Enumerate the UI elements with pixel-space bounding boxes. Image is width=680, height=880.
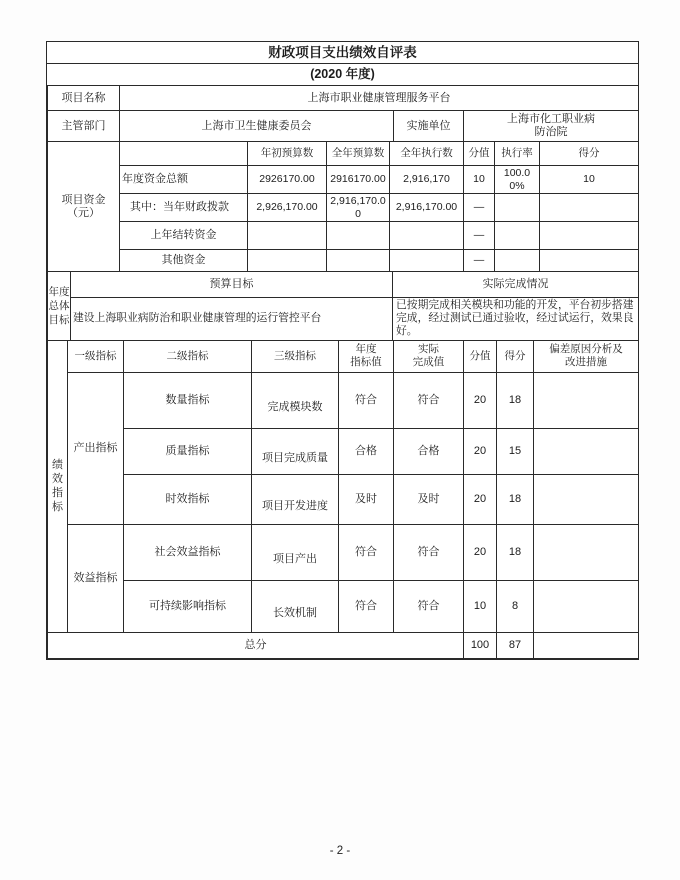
score-cell: 18	[497, 474, 534, 524]
level3-cell: 完成模块数	[252, 372, 339, 428]
actual-value-cell: 及时	[394, 474, 464, 524]
funding-row-label: 年度资金总额	[120, 166, 248, 194]
header-deviation	[534, 340, 639, 372]
funding-annual-budget	[327, 250, 390, 272]
score-value-cell: 20	[464, 524, 497, 580]
header-actual-value	[394, 340, 464, 372]
funding-header-execution-rate: 执行率	[495, 142, 540, 166]
annual-goal-label-line1: 年度	[48, 285, 70, 298]
indicators-header-row	[48, 340, 639, 372]
funding-annual-budget	[327, 222, 390, 250]
annual-goal-label-line3: 目标	[48, 313, 70, 326]
annual-goal-content-row	[48, 298, 639, 341]
header-actual-value-line1: 实际	[418, 343, 439, 356]
funding-row-label: 上年结转资金	[120, 222, 248, 250]
header-annual-target-line1: 年度	[355, 343, 377, 356]
funding-header-annual-execution: 全年执行数	[390, 142, 464, 166]
annual-target-cell: 及时	[339, 474, 394, 524]
funding-execution-rate	[495, 250, 540, 272]
header-annual-target-line2: 指标值	[350, 356, 382, 369]
funding-row-label: 其中：当年财政拨款	[120, 194, 248, 222]
actual-completion-text: 已按期完成相关模块和功能的开发，平台初步搭建完成，经过测试已通过验收，经过试运行，效果良好。	[393, 298, 639, 341]
score-cell: 18	[497, 524, 534, 580]
header-actual-value-line2: 完成值	[412, 356, 445, 369]
deviation-cell	[534, 428, 639, 474]
indicators-table	[47, 340, 639, 633]
header-deviation-line2: 改进措施	[565, 356, 607, 369]
project-name-label: 项目名称	[48, 86, 120, 111]
project-name-value: 上海市职业健康管理服务平台	[120, 86, 639, 111]
score-value-cell: 20	[464, 428, 497, 474]
indicators-label-char4: 标	[52, 501, 63, 514]
score-cell: 15	[497, 428, 534, 474]
funding-table	[47, 141, 639, 272]
project-info-table	[47, 85, 639, 142]
total-score: 87	[497, 632, 534, 658]
indicators-label-char1: 绩	[52, 459, 63, 472]
funding-header-initial-budget: 年初预算数	[248, 142, 327, 166]
dept-label: 主管部门	[48, 111, 120, 142]
deviation-cell	[534, 524, 639, 580]
indicator-row-social-benefit	[48, 524, 639, 580]
header-score-value: 分值	[464, 340, 497, 372]
indicators-label-char3: 指	[52, 487, 63, 500]
level3-cell: 项目开发进度	[252, 474, 339, 524]
actual-value-cell: 符合	[394, 524, 464, 580]
document-title: 财政项目支出绩效自评表	[47, 42, 638, 64]
funding-header-score-value: 分值	[464, 142, 495, 166]
funding-row-carryover	[48, 222, 639, 250]
funding-annual-execution	[390, 222, 464, 250]
budget-goal-header: 预算目标	[71, 272, 393, 298]
indicator-row-quantity	[48, 372, 639, 428]
indicators-section-label	[48, 340, 68, 632]
project-name-row	[48, 86, 639, 111]
funding-header-row	[48, 142, 639, 166]
funding-section-label-line2: （元）	[67, 206, 100, 219]
actual-value-cell: 符合	[394, 372, 464, 428]
annual-goal-section-label	[48, 272, 71, 341]
score-value-cell: 10	[464, 580, 497, 632]
funding-execution-rate: 100.00%	[495, 166, 540, 194]
unit-value-line1: 上海市化工职业病	[507, 113, 595, 125]
funding-row-label: 其他资金	[120, 250, 248, 272]
document-subtitle: (2020 年度)	[47, 64, 638, 86]
level2-cell: 社会效益指标	[124, 524, 252, 580]
funding-score-value: —	[464, 194, 495, 222]
funding-score: 10	[540, 166, 639, 194]
funding-annual-budget: 2916170.00	[327, 166, 390, 194]
funding-execution-rate	[495, 194, 540, 222]
funding-section-label-line1: 项目资金	[61, 193, 106, 206]
indicator-row-quality	[48, 428, 639, 474]
actual-value-cell: 符合	[394, 580, 464, 632]
deviation-cell	[534, 580, 639, 632]
department-row	[48, 111, 639, 142]
indicator-row-timeliness	[48, 474, 639, 524]
deviation-cell	[534, 372, 639, 428]
funding-annual-execution: 2,916,170	[390, 166, 464, 194]
page-number: - 2 -	[329, 845, 351, 857]
unit-value	[464, 111, 639, 142]
level3-cell: 长效机制	[252, 580, 339, 632]
funding-header-score: 得分	[540, 142, 639, 166]
annual-goal-header-row	[48, 272, 639, 298]
actual-completion-header: 实际完成情况	[393, 272, 639, 298]
annual-goal-table	[47, 271, 639, 341]
indicator-row-sustainability	[48, 580, 639, 632]
annual-target-cell: 符合	[339, 372, 394, 428]
header-level2: 二级指标	[124, 340, 252, 372]
funding-score-value: —	[464, 222, 495, 250]
funding-initial-budget: 2,926,170.00	[248, 194, 327, 222]
unit-label: 实施单位	[394, 111, 464, 142]
funding-row-fiscal	[48, 194, 639, 222]
funding-section-label	[48, 142, 120, 272]
header-level1: 一级指标	[68, 340, 124, 372]
indicators-label-char2: 效	[52, 473, 63, 486]
score-cell: 8	[497, 580, 534, 632]
funding-score-value: 10	[464, 166, 495, 194]
annual-target-cell: 合格	[339, 428, 394, 474]
header-deviation-line1: 偏差原因分析及	[549, 343, 623, 356]
funding-initial-budget: 2926170.00	[248, 166, 327, 194]
funding-score-value: —	[464, 250, 495, 272]
annual-target-cell: 符合	[339, 580, 394, 632]
score-value-cell: 20	[464, 474, 497, 524]
funding-annual-budget: 2,916,170.00	[327, 194, 390, 222]
funding-row-total	[48, 166, 639, 194]
level2-cell: 可持续影响指标	[124, 580, 252, 632]
funding-header-empty	[120, 142, 248, 166]
deviation-cell	[534, 474, 639, 524]
funding-initial-budget	[248, 250, 327, 272]
level2-cell: 数量指标	[124, 372, 252, 428]
annual-target-cell: 符合	[339, 524, 394, 580]
funding-initial-budget	[248, 222, 327, 250]
budget-goal-text: 建设上海职业病防治和职业健康管理的运行管控平台	[71, 298, 393, 341]
header-annual-target	[339, 340, 394, 372]
level3-cell: 项目完成质量	[252, 428, 339, 474]
funding-score	[540, 222, 639, 250]
funding-row-other	[48, 250, 639, 272]
annual-goal-label-line2: 总体	[48, 299, 70, 312]
level3-cell: 项目产出	[252, 524, 339, 580]
level2-cell: 时效指标	[124, 474, 252, 524]
unit-value-line2: 防治院	[534, 126, 568, 138]
level1-output-indicator: 产出指标	[68, 372, 124, 524]
level2-cell: 质量指标	[124, 428, 252, 474]
total-deviation	[534, 632, 639, 658]
score-cell: 18	[497, 372, 534, 428]
level1-benefit-indicator: 效益指标	[68, 524, 124, 632]
dept-value: 上海市卫生健康委员会	[120, 111, 394, 142]
total-score-row	[48, 632, 639, 658]
total-score-value: 100	[464, 632, 497, 658]
funding-score	[540, 194, 639, 222]
funding-header-annual-budget: 全年预算数	[327, 142, 390, 166]
score-value-cell: 20	[464, 372, 497, 428]
funding-score	[540, 250, 639, 272]
self-evaluation-table	[46, 41, 639, 660]
actual-value-cell: 合格	[394, 428, 464, 474]
funding-annual-execution: 2,916,170.00	[390, 194, 464, 222]
funding-annual-execution	[390, 250, 464, 272]
total-score-label: 总分	[48, 632, 464, 658]
header-level3: 三级指标	[252, 340, 339, 372]
funding-execution-rate	[495, 222, 540, 250]
total-score-table	[47, 632, 639, 659]
header-score: 得分	[497, 340, 534, 372]
